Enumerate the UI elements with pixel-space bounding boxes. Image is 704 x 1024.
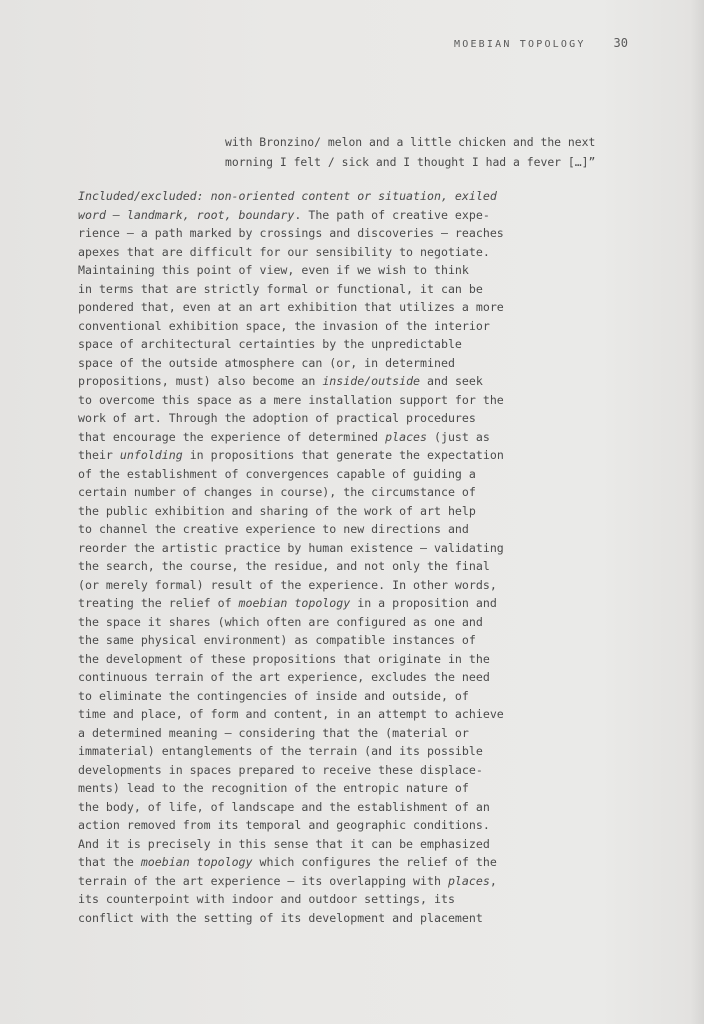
body-text-segment: terrain of the art experience – its overlapping with [78, 873, 448, 888]
italic-text: places [447, 873, 490, 888]
body-text-segment: propositions, must) also become an [78, 374, 323, 388]
body-line [78, 372, 548, 391]
body-line [78, 354, 548, 373]
body-text-segment: certain number of changes in course), the circumstance of [78, 485, 476, 499]
body-text-segment: (or merely formal) result of the experience. In other words, [78, 577, 497, 592]
body-line [78, 594, 548, 613]
italic-text: word – landmark, root, boundary [78, 207, 295, 222]
body-text-segment: continuous terrain of the art experience, excludes the need [78, 670, 490, 684]
body-text-segment: time and place, of form and content, in an attempt to achieve [78, 707, 504, 721]
body-text-segment: rience – a path marked by crossings and discoveries – reaches [78, 226, 504, 240]
italic-text: inside/outside [322, 374, 421, 388]
body-line [78, 409, 548, 428]
quote-line: morning I felt / sick and I thought I had a fever […]” [225, 154, 596, 169]
body-text-segment: in terms that are strictly formal or functional, it can be [78, 281, 483, 296]
body-line [78, 446, 548, 465]
body-text-segment: (just as [427, 429, 490, 444]
body-line [78, 872, 548, 891]
body-line [78, 428, 548, 447]
quote-line: with Bronzino/ melon and a little chicken and the next [225, 135, 596, 149]
body-text-segment: and seek [420, 374, 483, 388]
body-line [78, 761, 548, 780]
body-text-segment: that encourage the experience of determined [78, 429, 386, 444]
body-line [78, 187, 548, 206]
body-line [78, 335, 548, 354]
body-line [78, 261, 548, 280]
body-text-segment: developments in spaces prepared to receive these displace- [78, 762, 483, 777]
body-line [78, 502, 548, 521]
body-text-segment: . The path of creative expe- [294, 207, 490, 222]
body-text-segment: conflict with the setting of its development and placement [78, 910, 483, 925]
body-text-segment: ments) lead to the recognition of the entropic nature of [78, 781, 469, 795]
body-text-segment: conventional exhibition space, the invasion of the interior [78, 318, 490, 333]
body-paragraph [78, 187, 548, 927]
body-line [78, 835, 548, 854]
body-text-segment: in propositions that generate the expectation [182, 448, 504, 462]
body-text-segment: Maintaining this point of view, even if we wish to think [78, 263, 469, 277]
body-text-segment: apexes that are difficult for our sensibility to negotiate. [78, 244, 490, 259]
body-line [78, 576, 548, 595]
body-line [78, 391, 548, 410]
body-line [78, 613, 548, 632]
body-line [78, 687, 548, 706]
body-text-segment: its counterpoint with indoor and outdoor settings, its [78, 892, 455, 906]
body-text-segment: in a proposition and [350, 596, 497, 610]
body-text-segment: of the establishment of convergences capable of guiding a [78, 466, 476, 481]
body-line [78, 724, 548, 743]
body-text-segment: And it is precisely in this sense that it can be emphasized [78, 836, 490, 851]
body-text-segment: the same physical environment) as compatible instances of [78, 633, 476, 647]
body-line [78, 909, 548, 928]
quote-block [225, 133, 645, 172]
body-line [78, 280, 548, 299]
body-text-segment: action removed from its temporal and geographic conditions. [78, 818, 490, 832]
page-edge-shadow [690, 0, 704, 1024]
body-text-segment: treating the relief of [78, 596, 239, 610]
body-line [78, 816, 548, 835]
italic-text: Included/excluded: non-oriented content or situation, exiled [78, 189, 497, 203]
body-text-segment: their [78, 448, 120, 462]
body-text-segment: reorder the artistic practice by human existence – validating [78, 540, 504, 555]
body-line [78, 631, 548, 650]
body-line [78, 465, 548, 484]
body-line [78, 206, 548, 225]
body-text-segment: which configures the relief of the [252, 855, 497, 869]
body-line [78, 483, 548, 502]
italic-text: moebian topology [238, 596, 351, 610]
italic-text: unfolding [119, 448, 183, 462]
italic-text: places [385, 429, 428, 444]
italic-text: moebian topology [140, 855, 253, 869]
body-text-segment: the space it shares (which often are configured as one and [78, 614, 483, 629]
body-line [78, 742, 548, 761]
body-text-segment: to channel the creative experience to new directions and [78, 522, 469, 536]
body-text-segment: that the [78, 855, 141, 869]
body-line [78, 779, 548, 798]
body-line [78, 668, 548, 687]
body-line [78, 798, 548, 817]
body-text-segment: the body, of life, of landscape and the establishment of an [78, 799, 490, 814]
body-line [78, 650, 548, 669]
page-number: 30 [613, 36, 628, 50]
body-text-segment: to overcome this space as a mere installation support for the [78, 392, 504, 407]
body-line [78, 243, 548, 262]
body-text-segment: , [489, 873, 497, 888]
body-line [78, 317, 548, 336]
body-line [78, 705, 548, 724]
body-text-segment: space of the outside atmosphere can (or, in determined [78, 355, 455, 370]
body-line [78, 853, 548, 872]
body-line [78, 557, 548, 576]
body-text-segment: work of art. Through the adoption of practical procedures [78, 411, 476, 425]
body-text-segment: immaterial) entanglements of the terrain (and its possible [78, 744, 483, 758]
body-line [78, 890, 548, 909]
body-text-segment: space of architectural certainties by the unpredictable [78, 337, 462, 351]
body-text-segment: a determined meaning – considering that the (material or [78, 725, 469, 740]
body-text-segment: pondered that, even at an art exhibition that utilizes a more [78, 300, 504, 314]
body-text-segment: to eliminate the contingencies of inside and outside, of [78, 688, 469, 703]
running-title: MOEBIAN TOPOLOGY [454, 39, 586, 50]
body-text-segment: the public exhibition and sharing of the work of art help [78, 503, 476, 518]
running-header [454, 36, 628, 50]
body-text-segment: the development of these propositions that originate in the [78, 651, 490, 666]
body-line [78, 539, 548, 558]
body-line [78, 224, 548, 243]
body-text-segment: the search, the course, the residue, and not only the final [78, 559, 490, 573]
body-line [78, 298, 548, 317]
body-line [78, 520, 548, 539]
